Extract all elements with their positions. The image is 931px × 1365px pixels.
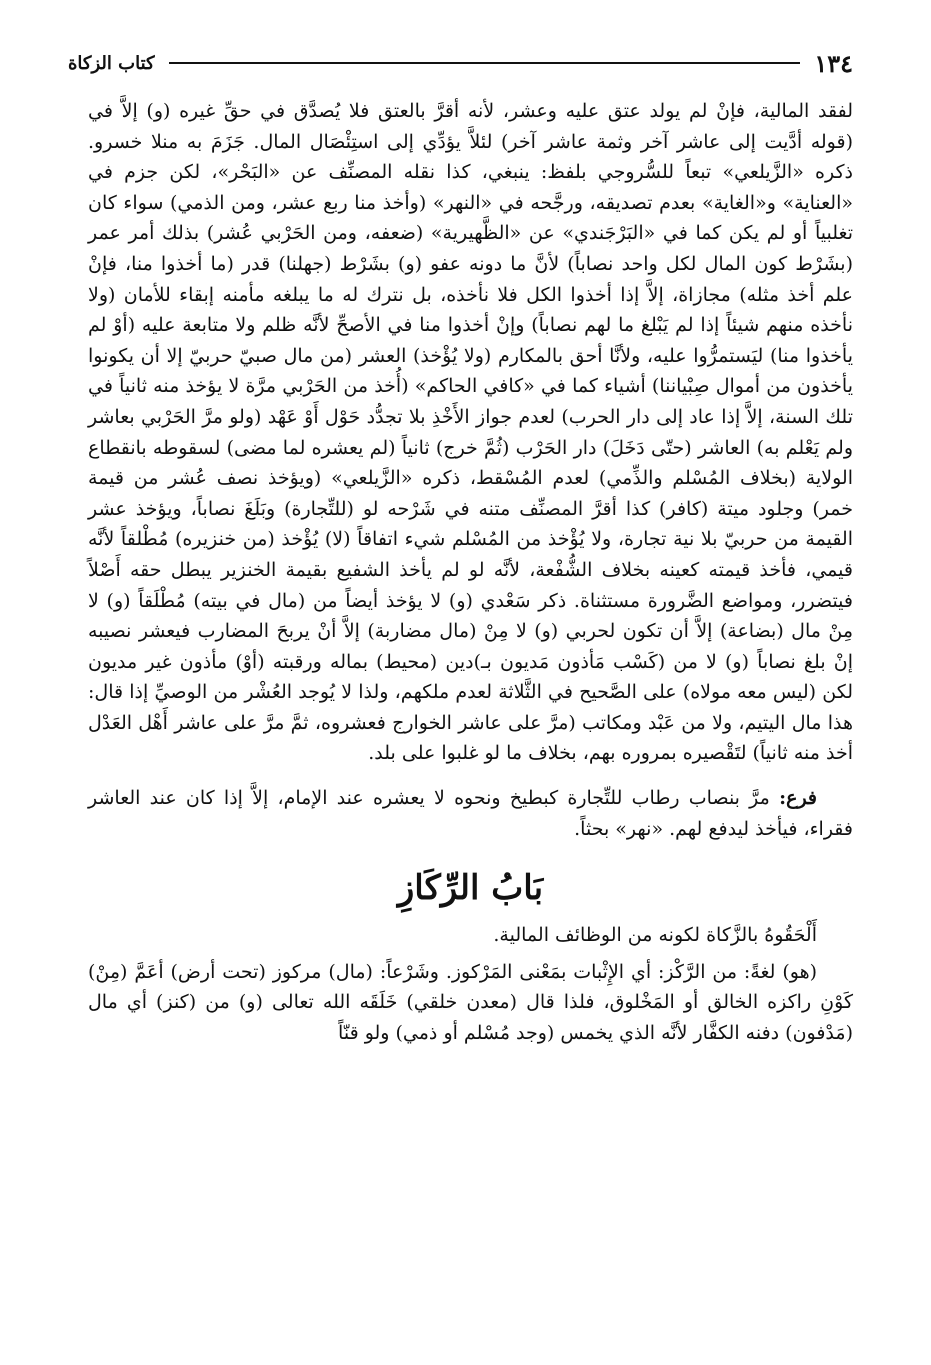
furu-paragraph bbox=[88, 783, 853, 844]
furu-label: فرع: bbox=[779, 787, 818, 810]
chapter-intro: أَلْحَقُوهُ بالزَّكاة لكونه من الوظائف المالية. bbox=[493, 924, 817, 947]
page-number: ١٣٤ bbox=[814, 48, 853, 78]
page-body bbox=[88, 96, 853, 1049]
chapter-title: بَابُ الرِّكَازِ bbox=[397, 868, 544, 909]
main-paragraph: لفقد المالية، فإنْ لم يولد عتق عليه وعشر، لأنه أقرَّ بالعتق فلا يُصدَّق في حقِّ غيره (و) إلاَّ في (قوله أدَّيت إلى عاشر آخر وثمة عاشر آخر) لئلاَّ يؤدِّي إلى استِئْصَال المال. جَزَمَ به منلا خسرو. ذكره «الزَّيلعي» تبعاً للسُّروجي بلفظ: ينبغي، كذا نقله المصنِّف عن «البَحْر»، لكن جزم في «العناية» و«الغاية» بعدم تصديقه، ورجَّحه في «النهر» (وأخذ منا ربع عشر، ومن الذمي) سواء كان تغلبياً أو لم يكن كما في «البَرْجَندي» عن «الظَّهيرية» (ضعفه، ومن الحَرْبي عُشر) بذلك أمر عمر (بشَرْط كون المال لكل واحد نصاباً) لأنَّ ما دونه عفو (و) بشَرْط (جهلنا) قدر (ما أخذوا منا، فإنْ علم أخذ مثله) مجازاة، إلاَّ إذا أخذوا الكل فلا نأخذه، بل نترك له ما يبلغه مأمنه إبقاء للأمان (ولا نأخذه منهم شيئاً إذا لم يَبْلغ ما لهم نصاباً) وإنْ أخذوا منا في الأصحِّ لأنَّه ظلم ولا متابعة عليه (أوْ لم يأخذوا منا) ليَستمرُّوا عليه، ولأنَّا أحق بالمكارم (ولا يُؤْخذ) العشر (من مال صبيّ حربيّ إلا أن يكونوا يأخذون من أموال صِبْياننا) أشياء كما في «كافي الحاكم» (أُخذ من الحَرْبي مرَّة لا يؤخذ منه ثانياً في تلك السنة، إلاَّ إذا عاد إلى دار الحرب) لعدم جواز الأَخْذِ بلا تجدُّد حَوْل أَوْ عَهْد (ولو مرَّ الحَرْبي بعاشر ولم يَعْلم به) العاشر (حتّى دَخَلَ) دار الحَرْب (ثُمَّ خرج) ثانياً (لم يعشره لما مضى) لسقوطه بانقطاع الولاية (بخلاف المُسْلم والذِّمي) لعدم المُسْقط، ذكره «الزَّيلعي» (ويؤخذ نصف عُشر من قيمة خمر) وجلود ميتة (كافر) كذا أقرَّ المصنِّف متنه في شَرْحه لو (للتِّجارة) وبَلَغَ نصاباً، ويؤخذ عشر القيمة من حربيّ بلا نية تجارة، ولا يُؤْخذ من المُسْلم شيء اتفاقاً (لا) يُؤْخذ (من خنزيره) مُطْلقاً لأنَّه قيمي، فأخذ قيمته كعينه بخلاف الشُّفْعة، لأنَّه لو لم يأخذ الشفيع بقيمة الخنزير يبطل حقه أَصْلاً فيتضرر، ومواضع الضَّرورة مستثناة. ذكر سَعْدي (و) لا يؤخذ أيضاً من (مال في بيته) مُطْلَقاً (و) لا مِنْ مال (بضاعة) إلاَّ أن تكون لحربي (و) لا مِنْ (مال مضاربة) إلاَّ أنْ يربحَ المضارب فيعشر نصيبه إنْ بلغ نصاباً (و) لا من (كَسْب مَأذون مَديون بـ)دين (محيط) بماله ورقبته (أوْ) مأذون غير مديون لكن (ليس معه مولاه) على الصَّحيح في الثَّلاثة لعدم ملكهم، ولذا لا يُوجد العُشْر من الوصيِّ إذا قال: هذا مال اليتيم، ولا من عَبْد ومكاتب (مرَّ على عاشر الخوارج فعشروه، ثمَّ مرَّ على عاشر أَهْل العَدْل أخذ منه ثانياً) لتَقْصيره بمروره بهم، بخلاف ما لو غلبوا على بلد. bbox=[88, 100, 853, 765]
furu-text: مرَّ بنصاب رطاب للتِّجارة كبطيخ ونحوه لا يعشره عند الإمام، إلاَّ إذا كان عند العاشر فقراء، فيأخذ ليدفع لهم. «نهر» بحثاً. bbox=[88, 787, 853, 840]
page-header bbox=[68, 46, 853, 80]
header-rule bbox=[169, 62, 801, 64]
running-title: كتاب الزكاة bbox=[68, 52, 155, 74]
chapter-definition: (هو) لغةً: من الرَّكْز: أي الإِثْبات بمَعْنى المَرْكوز. وشَرْعاً: (مال) مركوز (تحت أرض) أعَمَّ (مِنْ) كَوْنِ راكزه الخالق أو المَخْلوق، فلذا قال (معدن خلقي) خَلَقَه الله تعالى (و) من (كنز) أي مال (مَدْفون) دفنه الكفَّار لأنَّه الذي يخمس (وجد مُسْلم أو ذمي) ولو قنّاً bbox=[88, 960, 853, 1045]
